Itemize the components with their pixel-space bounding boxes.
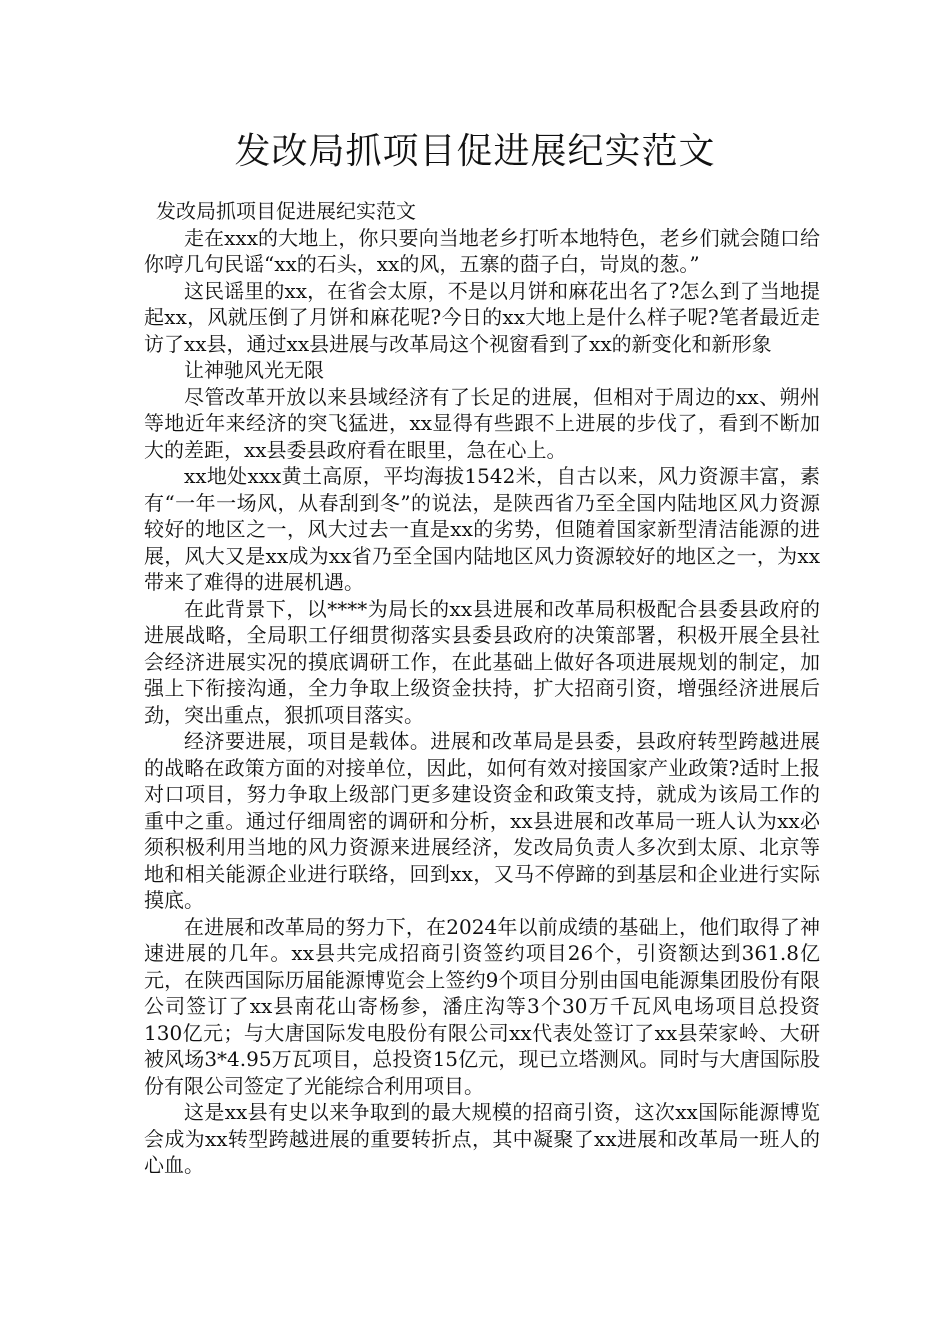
paragraph: xx地处xxx黄土高原，平均海拔1542米，自古以来，风力资源丰富，素有“一年一场风，从春刮到冬”的说法，是陕西省乃至全国内陆地区风力资源较好的地区之一，风大过去一直是xx的劣势，但随着国家新型清洁能源的进展，风大又是xx成为xx省乃至全国内陆地区风力资源较好的地区之一，为xx带来了难得的进展机遇。 — [144, 464, 820, 594]
paragraph: 经济要进展，项目是载体。进展和改革局是县委，县政府转型跨越进展的战略在政策方面的对接单位，因此，如何有效对接国家产业政策?适时上报对口项目，努力争取上级部门更多建设资金和政策支持，就成为该局工作的重中之重。通过仔细周密的调研和分析，xx县进展和改革局一班人认为xx必须积极利用当地的风力资源来进展经济，发改局负责人多次到太原、北京等地和相关能源企业进行联络，回到xx，又马不停蹄的到基层和企业进行实际摸底。 — [144, 729, 820, 912]
paragraph: 尽管改革开放以来县域经济有了长足的进展，但相对于周边的xx、朔州等地近年来经济的突飞猛进，xx显得有些跟不上进展的步伐了，看到不断加大的差距，xx县委县政府看在眼里，急在心上。 — [144, 384, 820, 462]
paragraph: 在进展和改革局的努力下，在2024年以前成绩的基础上，他们取得了神速进展的几年。xx县共完成招商引资签约项目26个，引资额达到361.8亿元，在陕西国际历届能源博览会上签约9个项目分别由国电能源集团股份有限公司签订了xx县南花山寄杨参，潘庄沟等3个30万千瓦风电场项目总投资130亿元；与大唐国际发电股份有限公司xx代表处签订了xx县荣家岭、大研被风场3*4.95万瓦项目，总投资15亿元，现已立塔测风。同时与大唐国际股份有限公司签定了光能综合利用项目。 — [144, 914, 820, 1098]
paragraph: 走在xxx的大地上，你只要向当地老乡打听本地特色，老乡们就会随口给你哼几句民谣“xx的石头，xx的风，五寨的莔子白，岢岚的葱。” — [144, 225, 820, 276]
paragraph: 在此背景下，以****为局长的xx县进展和改革局积极配合县委县政府的进展战略，全局职工仔细贯彻落实县委县政府的决策部署，积极开展全县社会经济进展实况的摸底调研工作，在此基础上做好各项进展规划的制定，加强上下衔接沟通，全力争取上级资金扶持，扩大招商引资，增强经济进展后劲，突出重点，狠抓项目落实。 — [144, 596, 820, 727]
document-body — [144, 198, 820, 1179]
paragraph: 这是xx县有史以来争取到的最大规模的招商引资，这次xx国际能源博览会成为xx转型跨越进展的重要转折点，其中凝聚了xx进展和改革局一班人的心血。 — [144, 1100, 820, 1177]
document-title: 发改局抓项目促进展纪实范文 — [234, 131, 716, 172]
paragraph: 这民谣里的xx，在省会太原，不是以月饼和麻花出名了?怎么到了当地提起xx，风就压倒了月饼和麻花呢?今日的xx大地上是什么样子呢?笔者最近走访了xx县，通过xx县进展与改革局这个视窗看到了xx的新变化和新形象 — [144, 278, 820, 356]
document-subtitle: 发改局抓项目促进展纪实范文 — [156, 199, 416, 223]
section-heading: 让神驰风光无限 — [184, 358, 324, 382]
